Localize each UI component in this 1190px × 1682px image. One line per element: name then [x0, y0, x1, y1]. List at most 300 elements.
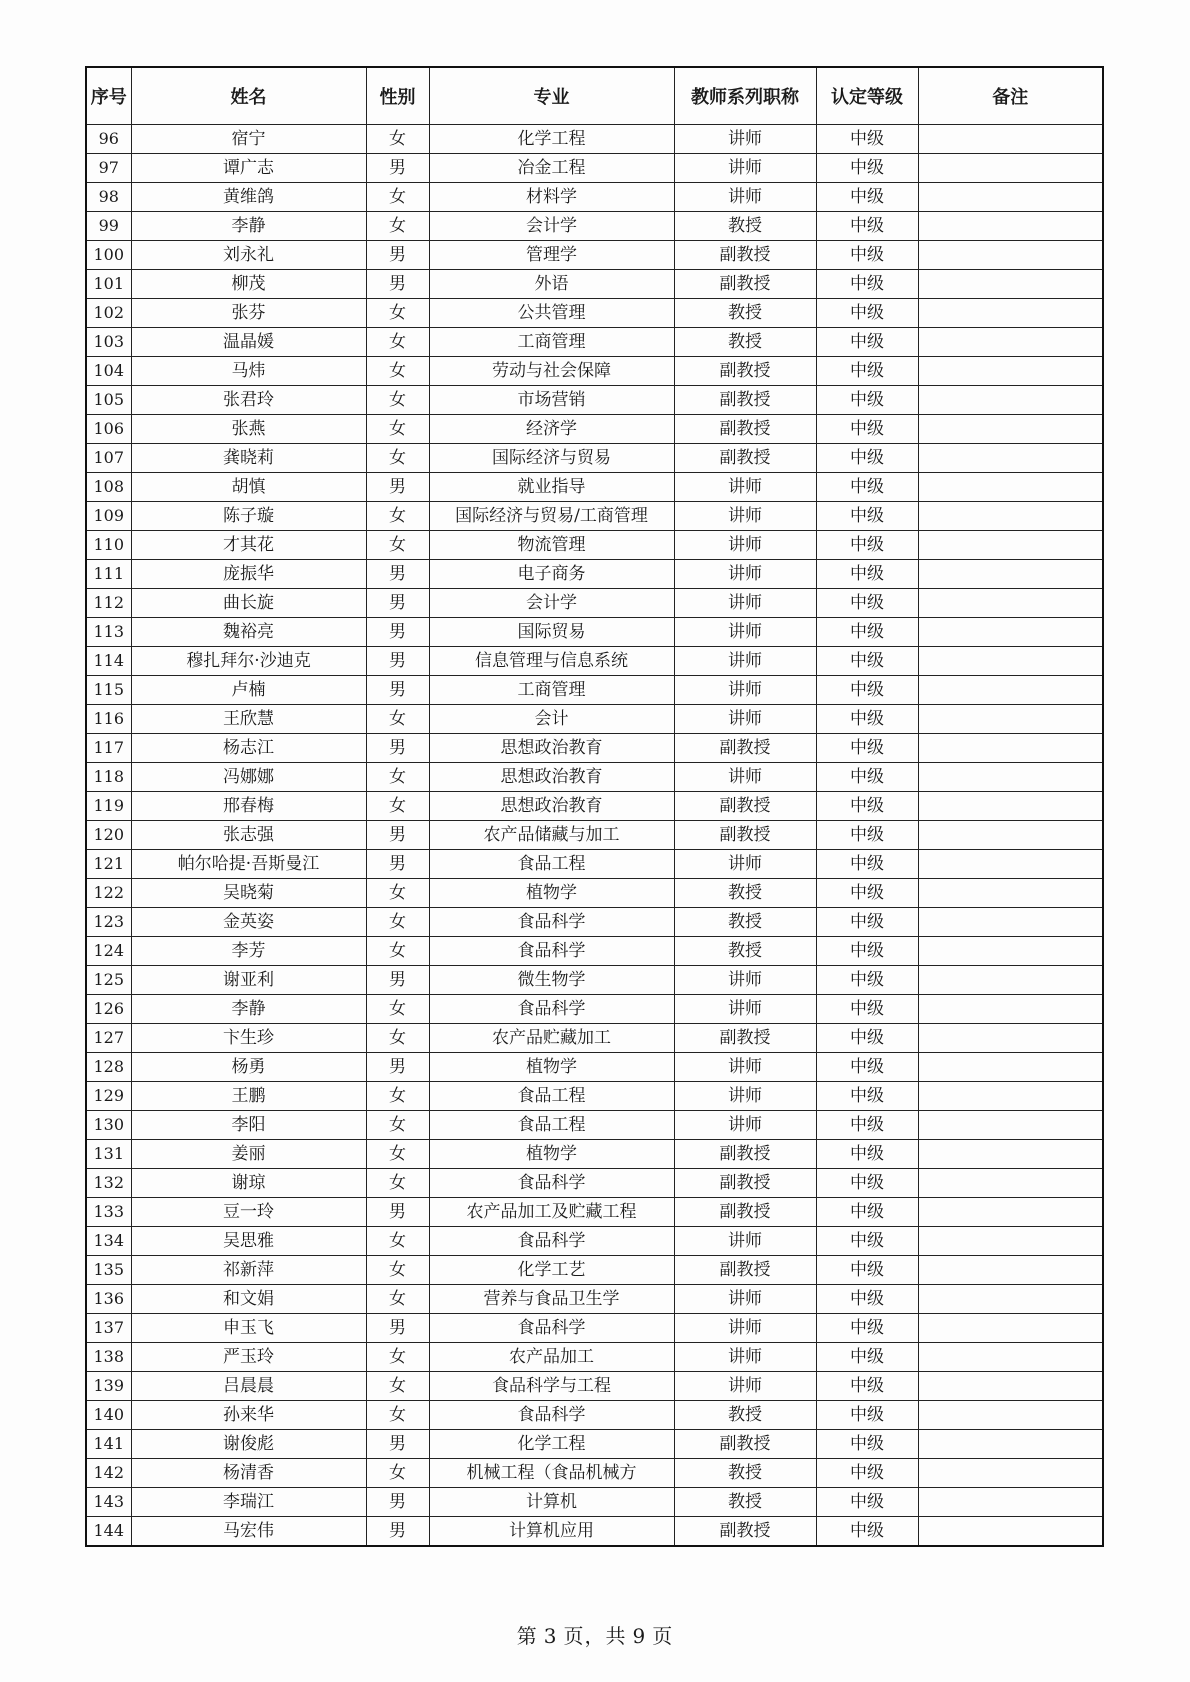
cell-title: 教授: [674, 1488, 816, 1517]
cell-level: 中级: [816, 1227, 918, 1256]
cell-gender: 女: [366, 705, 429, 734]
cell-level: 中级: [816, 647, 918, 676]
cell-level: 中级: [816, 1401, 918, 1430]
table-row: [86, 995, 1103, 1024]
cell-index: 135: [86, 1256, 131, 1285]
cell-gender: 女: [366, 1082, 429, 1111]
total-pages-number: 9: [632, 1624, 647, 1648]
cell-remarks: [918, 1517, 1103, 1547]
cell-name: 龚晓莉: [131, 444, 366, 473]
page-label-prefix: 第: [516, 1624, 538, 1648]
cell-major: 营养与食品卫生学: [429, 1285, 674, 1314]
cell-remarks: [918, 444, 1103, 473]
cell-gender: 女: [366, 1227, 429, 1256]
cell-major: 管理学: [429, 241, 674, 270]
cell-gender: 男: [366, 1314, 429, 1343]
cell-title: 副教授: [674, 386, 816, 415]
cell-remarks: [918, 850, 1103, 879]
cell-gender: 男: [366, 966, 429, 995]
table-row: [86, 560, 1103, 589]
cell-major: 食品科学与工程: [429, 1372, 674, 1401]
cell-major: 计算机: [429, 1488, 674, 1517]
cell-name: 孙来华: [131, 1401, 366, 1430]
table-row: [86, 1227, 1103, 1256]
table-row: [86, 705, 1103, 734]
cell-gender: 女: [366, 1401, 429, 1430]
cell-gender: 女: [366, 444, 429, 473]
cell-index: 120: [86, 821, 131, 850]
cell-title: 教授: [674, 328, 816, 357]
cell-index: 141: [86, 1430, 131, 1459]
cell-name: 刘永礼: [131, 241, 366, 270]
table-row: [86, 154, 1103, 183]
header-remarks: 备注: [918, 67, 1103, 125]
table-row: [86, 299, 1103, 328]
cell-title: 讲师: [674, 705, 816, 734]
cell-gender: 女: [366, 415, 429, 444]
table-row: [86, 125, 1103, 154]
cell-level: 中级: [816, 502, 918, 531]
cell-level: 中级: [816, 473, 918, 502]
cell-title: 讲师: [674, 473, 816, 502]
cell-name: 吴晓菊: [131, 879, 366, 908]
cell-gender: 男: [366, 241, 429, 270]
table-row: [86, 850, 1103, 879]
cell-major: 劳动与社会保障: [429, 357, 674, 386]
cell-gender: 女: [366, 792, 429, 821]
header-index: 序号: [86, 67, 131, 125]
cell-remarks: [918, 1111, 1103, 1140]
cell-name: 冯娜娜: [131, 763, 366, 792]
cell-level: 中级: [816, 792, 918, 821]
cell-major: 食品科学: [429, 937, 674, 966]
cell-index: 119: [86, 792, 131, 821]
cell-remarks: [918, 734, 1103, 763]
cell-major: 化学工艺: [429, 1256, 674, 1285]
cell-name: 李芳: [131, 937, 366, 966]
cell-name: 李阳: [131, 1111, 366, 1140]
cell-title: 讲师: [674, 1111, 816, 1140]
cell-gender: 女: [366, 1140, 429, 1169]
table-row: [86, 531, 1103, 560]
cell-remarks: [918, 1488, 1103, 1517]
cell-title: 讲师: [674, 676, 816, 705]
teacher-roster-table: [85, 66, 1104, 1547]
cell-level: 中级: [816, 734, 918, 763]
cell-level: 中级: [816, 1517, 918, 1547]
cell-major: 农产品储藏与加工: [429, 821, 674, 850]
cell-level: 中级: [816, 212, 918, 241]
cell-title: 副教授: [674, 734, 816, 763]
cell-remarks: [918, 473, 1103, 502]
cell-remarks: [918, 937, 1103, 966]
cell-remarks: [918, 1314, 1103, 1343]
cell-level: 中级: [816, 1488, 918, 1517]
cell-index: 138: [86, 1343, 131, 1372]
cell-gender: 女: [366, 1169, 429, 1198]
cell-title: 教授: [674, 212, 816, 241]
table-row: [86, 821, 1103, 850]
cell-level: 中级: [816, 1430, 918, 1459]
cell-title: 教授: [674, 937, 816, 966]
cell-index: 101: [86, 270, 131, 299]
cell-remarks: [918, 1053, 1103, 1082]
cell-gender: 男: [366, 154, 429, 183]
cell-remarks: [918, 560, 1103, 589]
cell-remarks: [918, 212, 1103, 241]
cell-level: 中级: [816, 705, 918, 734]
cell-gender: 女: [366, 1459, 429, 1488]
cell-major: 植物学: [429, 1140, 674, 1169]
cell-remarks: [918, 1430, 1103, 1459]
cell-name: 卢楠: [131, 676, 366, 705]
cell-remarks: [918, 1024, 1103, 1053]
table-row: [86, 734, 1103, 763]
page-label-mid: 页，共: [563, 1624, 627, 1648]
cell-remarks: [918, 966, 1103, 995]
cell-level: 中级: [816, 386, 918, 415]
cell-name: 马炜: [131, 357, 366, 386]
cell-name: 曲长旋: [131, 589, 366, 618]
header-major: 专业: [429, 67, 674, 125]
cell-remarks: [918, 1169, 1103, 1198]
cell-index: 105: [86, 386, 131, 415]
table-row: [86, 676, 1103, 705]
cell-major: 材料学: [429, 183, 674, 212]
cell-gender: 男: [366, 589, 429, 618]
cell-index: 134: [86, 1227, 131, 1256]
cell-gender: 男: [366, 1053, 429, 1082]
table-row: [86, 473, 1103, 502]
cell-title: 教授: [674, 1401, 816, 1430]
cell-major: 计算机应用: [429, 1517, 674, 1547]
cell-major: 思想政治教育: [429, 763, 674, 792]
cell-name: 李瑞江: [131, 1488, 366, 1517]
cell-remarks: [918, 589, 1103, 618]
cell-title: 讲师: [674, 125, 816, 154]
cell-major: 物流管理: [429, 531, 674, 560]
cell-name: 谢亚利: [131, 966, 366, 995]
cell-name: 杨清香: [131, 1459, 366, 1488]
cell-level: 中级: [816, 1314, 918, 1343]
cell-major: 国际经济与贸易/工商管理: [429, 502, 674, 531]
cell-gender: 女: [366, 125, 429, 154]
cell-major: 市场营销: [429, 386, 674, 415]
cell-major: 经济学: [429, 415, 674, 444]
cell-index: 100: [86, 241, 131, 270]
cell-gender: 男: [366, 270, 429, 299]
cell-level: 中级: [816, 1256, 918, 1285]
cell-index: 102: [86, 299, 131, 328]
header-level: 认定等级: [816, 67, 918, 125]
cell-index: 132: [86, 1169, 131, 1198]
cell-name: 帕尔哈提·吾斯曼江: [131, 850, 366, 879]
table-row: [86, 1024, 1103, 1053]
cell-remarks: [918, 618, 1103, 647]
cell-title: 讲师: [674, 1285, 816, 1314]
cell-remarks: [918, 502, 1103, 531]
cell-gender: 女: [366, 1024, 429, 1053]
table-row: [86, 1169, 1103, 1198]
cell-remarks: [918, 415, 1103, 444]
cell-index: 116: [86, 705, 131, 734]
cell-name: 马宏伟: [131, 1517, 366, 1547]
cell-gender: 男: [366, 1488, 429, 1517]
cell-name: 和文娟: [131, 1285, 366, 1314]
table-row: [86, 183, 1103, 212]
table-row: [86, 1401, 1103, 1430]
cell-title: 讲师: [674, 995, 816, 1024]
table-row: [86, 328, 1103, 357]
table-row: [86, 212, 1103, 241]
cell-major: 机械工程（食品机械方: [429, 1459, 674, 1488]
cell-remarks: [918, 1372, 1103, 1401]
cell-index: 122: [86, 879, 131, 908]
cell-remarks: [918, 1401, 1103, 1430]
cell-name: 祁新萍: [131, 1256, 366, 1285]
cell-level: 中级: [816, 1140, 918, 1169]
cell-level: 中级: [816, 531, 918, 560]
cell-major: 思想政治教育: [429, 734, 674, 763]
cell-name: 胡慎: [131, 473, 366, 502]
header-title: 教师系列职称: [674, 67, 816, 125]
cell-name: 魏裕亮: [131, 618, 366, 647]
cell-title: 讲师: [674, 589, 816, 618]
cell-remarks: [918, 1256, 1103, 1285]
cell-index: 123: [86, 908, 131, 937]
cell-name: 张芬: [131, 299, 366, 328]
cell-name: 宿宁: [131, 125, 366, 154]
cell-gender: 女: [366, 763, 429, 792]
cell-index: 115: [86, 676, 131, 705]
cell-gender: 女: [366, 1256, 429, 1285]
cell-index: 106: [86, 415, 131, 444]
cell-major: 农产品加工: [429, 1343, 674, 1372]
cell-title: 副教授: [674, 357, 816, 386]
cell-index: 121: [86, 850, 131, 879]
cell-remarks: [918, 1285, 1103, 1314]
cell-major: 冶金工程: [429, 154, 674, 183]
table-row: [86, 1488, 1103, 1517]
cell-gender: 女: [366, 879, 429, 908]
cell-index: 99: [86, 212, 131, 241]
cell-remarks: [918, 1140, 1103, 1169]
cell-gender: 女: [366, 531, 429, 560]
table-row: [86, 357, 1103, 386]
cell-remarks: [918, 154, 1103, 183]
cell-major: 公共管理: [429, 299, 674, 328]
cell-gender: 女: [366, 328, 429, 357]
cell-major: 工商管理: [429, 676, 674, 705]
table-row: [86, 966, 1103, 995]
table-row: [86, 502, 1103, 531]
cell-major: 工商管理: [429, 328, 674, 357]
cell-index: 110: [86, 531, 131, 560]
cell-gender: 男: [366, 1430, 429, 1459]
cell-gender: 男: [366, 1198, 429, 1227]
cell-index: 126: [86, 995, 131, 1024]
cell-title: 讲师: [674, 966, 816, 995]
cell-index: 129: [86, 1082, 131, 1111]
header-name: 姓名: [131, 67, 366, 125]
cell-index: 144: [86, 1517, 131, 1547]
cell-name: 张志强: [131, 821, 366, 850]
cell-remarks: [918, 270, 1103, 299]
cell-level: 中级: [816, 1024, 918, 1053]
cell-level: 中级: [816, 908, 918, 937]
cell-major: 植物学: [429, 879, 674, 908]
cell-remarks: [918, 821, 1103, 850]
cell-gender: 女: [366, 357, 429, 386]
cell-index: 103: [86, 328, 131, 357]
cell-gender: 女: [366, 1343, 429, 1372]
cell-major: 会计学: [429, 589, 674, 618]
cell-major: 会计学: [429, 212, 674, 241]
cell-gender: 女: [366, 937, 429, 966]
cell-gender: 男: [366, 560, 429, 589]
cell-level: 中级: [816, 444, 918, 473]
cell-gender: 女: [366, 299, 429, 328]
cell-level: 中级: [816, 1459, 918, 1488]
table-row: [86, 879, 1103, 908]
cell-title: 讲师: [674, 647, 816, 676]
cell-index: 98: [86, 183, 131, 212]
cell-remarks: [918, 792, 1103, 821]
cell-major: 思想政治教育: [429, 792, 674, 821]
cell-name: 严玉玲: [131, 1343, 366, 1372]
table-header-row: [86, 67, 1103, 125]
cell-name: 金英姿: [131, 908, 366, 937]
cell-remarks: [918, 357, 1103, 386]
cell-index: 96: [86, 125, 131, 154]
cell-remarks: [918, 328, 1103, 357]
table-row: [86, 937, 1103, 966]
cell-name: 谢俊彪: [131, 1430, 366, 1459]
cell-index: 112: [86, 589, 131, 618]
table-row: [86, 444, 1103, 473]
cell-level: 中级: [816, 937, 918, 966]
cell-title: 讲师: [674, 154, 816, 183]
cell-title: 讲师: [674, 1314, 816, 1343]
cell-name: 黄维鸽: [131, 183, 366, 212]
cell-major: 农产品贮藏加工: [429, 1024, 674, 1053]
cell-name: 邢春梅: [131, 792, 366, 821]
cell-name: 杨志江: [131, 734, 366, 763]
page-label-suffix: 页: [652, 1624, 674, 1648]
cell-remarks: [918, 1198, 1103, 1227]
cell-major: 化学工程: [429, 1430, 674, 1459]
cell-title: 副教授: [674, 1024, 816, 1053]
cell-name: 豆一玲: [131, 1198, 366, 1227]
cell-index: 97: [86, 154, 131, 183]
table-row: [86, 792, 1103, 821]
cell-index: 139: [86, 1372, 131, 1401]
cell-remarks: [918, 241, 1103, 270]
cell-remarks: [918, 1343, 1103, 1372]
cell-gender: 女: [366, 1111, 429, 1140]
cell-name: 陈子璇: [131, 502, 366, 531]
cell-remarks: [918, 183, 1103, 212]
table-row: [86, 1256, 1103, 1285]
cell-major: 食品科学: [429, 1169, 674, 1198]
cell-title: 副教授: [674, 1256, 816, 1285]
cell-remarks: [918, 705, 1103, 734]
table-row: [86, 1314, 1103, 1343]
cell-name: 姜丽: [131, 1140, 366, 1169]
cell-title: 讲师: [674, 183, 816, 212]
table-row: [86, 1053, 1103, 1082]
cell-major: 化学工程: [429, 125, 674, 154]
cell-level: 中级: [816, 879, 918, 908]
cell-gender: 女: [366, 212, 429, 241]
cell-name: 王欣慧: [131, 705, 366, 734]
cell-level: 中级: [816, 821, 918, 850]
cell-title: 副教授: [674, 1430, 816, 1459]
cell-level: 中级: [816, 1082, 918, 1111]
cell-major: 食品工程: [429, 850, 674, 879]
cell-remarks: [918, 1459, 1103, 1488]
cell-title: 讲师: [674, 1343, 816, 1372]
cell-level: 中级: [816, 183, 918, 212]
cell-major: 食品工程: [429, 1082, 674, 1111]
cell-level: 中级: [816, 1343, 918, 1372]
cell-remarks: [918, 995, 1103, 1024]
table-row: [86, 647, 1103, 676]
table-row: [86, 1111, 1103, 1140]
header-gender: 性别: [366, 67, 429, 125]
cell-title: 副教授: [674, 1169, 816, 1198]
cell-title: 副教授: [674, 1517, 816, 1547]
cell-name: 谭广志: [131, 154, 366, 183]
cell-name: 柳茂: [131, 270, 366, 299]
cell-title: 讲师: [674, 560, 816, 589]
cell-level: 中级: [816, 125, 918, 154]
cell-name: 杨勇: [131, 1053, 366, 1082]
cell-level: 中级: [816, 850, 918, 879]
cell-name: 温晶媛: [131, 328, 366, 357]
cell-title: 教授: [674, 1459, 816, 1488]
cell-major: 食品工程: [429, 1111, 674, 1140]
cell-index: 137: [86, 1314, 131, 1343]
cell-level: 中级: [816, 966, 918, 995]
cell-major: 食品科学: [429, 1401, 674, 1430]
cell-remarks: [918, 647, 1103, 676]
cell-level: 中级: [816, 1285, 918, 1314]
table-row: [86, 1140, 1103, 1169]
cell-major: 农产品加工及贮藏工程: [429, 1198, 674, 1227]
cell-index: 114: [86, 647, 131, 676]
cell-level: 中级: [816, 241, 918, 270]
cell-index: 131: [86, 1140, 131, 1169]
cell-major: 就业指导: [429, 473, 674, 502]
cell-gender: 女: [366, 183, 429, 212]
cell-major: 国际贸易: [429, 618, 674, 647]
cell-gender: 男: [366, 850, 429, 879]
cell-remarks: [918, 908, 1103, 937]
cell-remarks: [918, 531, 1103, 560]
cell-major: 食品科学: [429, 995, 674, 1024]
cell-title: 讲师: [674, 1082, 816, 1111]
cell-index: 128: [86, 1053, 131, 1082]
cell-level: 中级: [816, 589, 918, 618]
cell-remarks: [918, 763, 1103, 792]
cell-gender: 女: [366, 1285, 429, 1314]
cell-name: 王鹏: [131, 1082, 366, 1111]
cell-remarks: [918, 1227, 1103, 1256]
cell-title: 教授: [674, 879, 816, 908]
cell-index: 113: [86, 618, 131, 647]
cell-gender: 女: [366, 908, 429, 937]
